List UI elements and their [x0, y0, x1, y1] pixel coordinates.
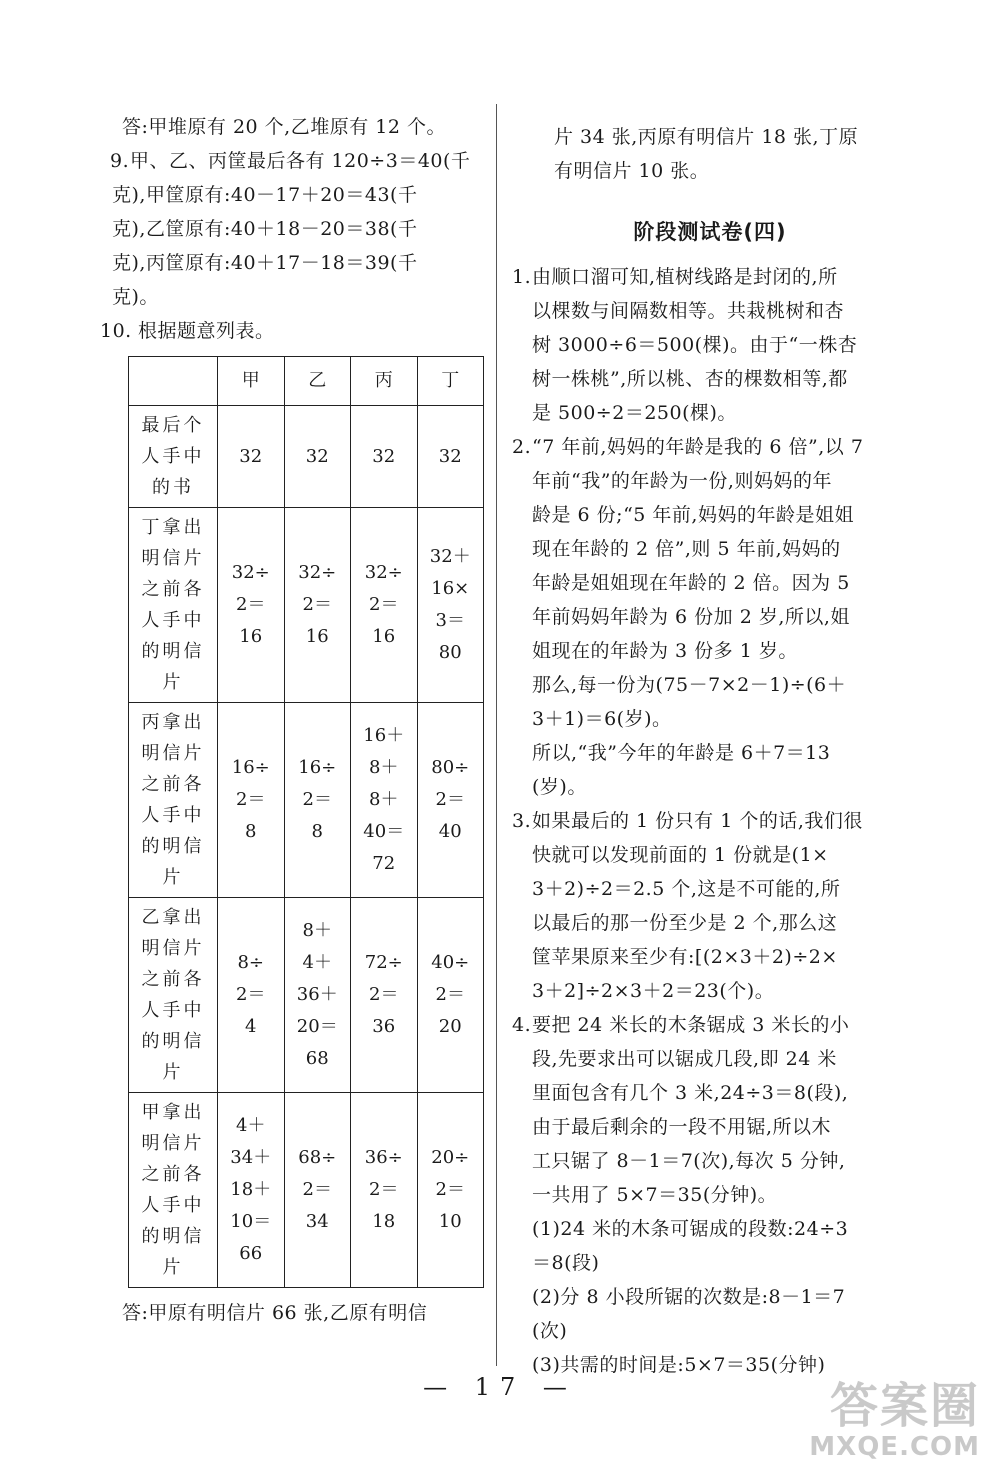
q4-line: 一共用了 5×7＝35(分钟)。: [532, 1184, 778, 1206]
q4-line: 工只锯了 8－1＝7(次),每次 5 分钟,: [532, 1150, 846, 1172]
q2-line: 年前“我”的年龄为一份,则妈妈的年: [532, 470, 832, 492]
q9-number: 9.: [110, 150, 130, 172]
q3-line: 快就可以发现前面的 1 份就是(1×: [532, 844, 829, 866]
question-9: [112, 144, 484, 314]
q4-sub-line: (3)共需的时间是:5×7＝35(分钟): [532, 1354, 826, 1376]
table-row: [129, 508, 484, 703]
watermark-url: MXQE.COM: [809, 1432, 980, 1462]
table-cell: 32: [351, 406, 418, 508]
table-cell: 80÷ 2＝ 40: [417, 703, 484, 898]
table-cell: 16÷ 2＝ 8: [218, 703, 285, 898]
q10-number: 10.: [100, 320, 132, 342]
table-cell: 4＋ 34＋ 18＋ 10＝ 66: [218, 1093, 285, 1288]
q1-line: 树 3000÷6＝500(棵)。由于“一株杏: [532, 334, 858, 356]
table-header-cell: 丁: [417, 357, 484, 406]
table-cell: 32÷ 2＝ 16: [351, 508, 418, 703]
table-cell: 20÷ 2＝ 10: [417, 1093, 484, 1288]
watermark-logo-text: 答案圈: [829, 1378, 980, 1434]
q9-line-1: 9. 甲、乙、丙筐最后各有 120÷3＝40(千: [112, 144, 484, 178]
table-cell: 32＋ 16× 3＝ 80: [417, 508, 484, 703]
table-header-cell: [129, 357, 218, 406]
q10-text: 根据题意列表。: [138, 320, 275, 342]
page-number: — 17 —: [423, 1373, 577, 1401]
table-cell: 32: [417, 406, 484, 508]
q9-line-5: 克)。: [112, 286, 159, 308]
table-row: [129, 898, 484, 1093]
row-label: 丁拿出 明信片 之前各 人手中 的明信 片: [129, 508, 218, 703]
q3-number: 3.: [512, 810, 532, 832]
row-label: 甲拿出 明信片 之前各 人手中 的明信 片: [129, 1093, 218, 1288]
table-cell: 32÷ 2＝ 16: [218, 508, 285, 703]
table-cell: 68÷ 2＝ 34: [284, 1093, 351, 1288]
q1-line: 以棵数与间隔数相等。共栽桃树和杏: [532, 300, 845, 322]
q4-line-1: 4. 要把 24 米长的木条锯成 3 米长的小: [514, 1008, 906, 1042]
table-header-cell: 丙: [351, 357, 418, 406]
table-row: [129, 703, 484, 898]
q2-line: 现在年龄的 2 倍”,则 5 年前,妈妈的: [532, 538, 841, 560]
section-title: 阶段测试卷(四): [633, 220, 787, 244]
table-header-row: [129, 357, 484, 406]
q2-number: 2.: [512, 436, 532, 458]
q2-line: 姐现在的年龄为 3 份多 1 岁。: [532, 640, 798, 662]
q2-so-line: 所以,“我”今年的年龄是 6＋7＝13: [532, 742, 831, 764]
table-header-cell: 甲: [218, 357, 285, 406]
row-label: 丙拿出 明信片 之前各 人手中 的明信 片: [129, 703, 218, 898]
question-3: [514, 804, 906, 1008]
q4-sub-line: (次): [532, 1320, 568, 1342]
q4-sub-line: (2)分 8 小段所锯的次数是:8－1＝7: [532, 1286, 846, 1308]
q2-then-line: 那么,每一份为(75－7×2－1)÷(6＋: [532, 674, 847, 696]
answer-10: 答:甲原有明信片 66 张,乙原有明信: [122, 1302, 428, 1324]
question-10: [100, 314, 484, 348]
q3-line-1: 3. 如果最后的 1 份只有 1 个的话,我们很: [514, 804, 906, 838]
row-label: 乙拿出 明信片 之前各 人手中 的明信 片: [129, 898, 218, 1093]
q9-line-3: 克),乙筐原有:40＋18－20＝38(千: [112, 218, 418, 240]
question-4: [514, 1008, 906, 1382]
table-cell: 72÷ 2＝ 36: [351, 898, 418, 1093]
watermark: [809, 1380, 980, 1462]
q4-number: 4.: [512, 1014, 532, 1036]
table-cell: 32÷ 2＝ 16: [284, 508, 351, 703]
answer-8: 答:甲堆原有 20 个,乙堆原有 12 个。: [122, 116, 446, 138]
table-cell: 16＋ 8＋ 8＋ 40＝ 72: [351, 703, 418, 898]
q2-line: 龄是 6 份;“5 年前,妈妈的年龄是姐姐: [532, 504, 854, 526]
table-cell: 32: [284, 406, 351, 508]
table-row: [129, 1093, 484, 1288]
q3-line: 以最后的那一份至少是 2 个,那么这: [532, 912, 838, 934]
q2-line-1: 2. “7 年前,妈妈的年龄是我的 6 倍”,以 7: [514, 430, 906, 464]
q4-sub-line: (1)24 米的木条可锯成的段数:24÷3: [532, 1218, 849, 1240]
q2-line: 年前妈妈年龄为 6 份加 2 岁,所以,姐: [532, 606, 850, 628]
q3-line: 3＋2)÷2＝2.5 个,这是不可能的,所: [532, 878, 841, 900]
table-cell: 32: [218, 406, 285, 508]
left-column: [100, 110, 484, 1330]
q3-line: 筐苹果原来至少有:[(2×3＋2)÷2×: [532, 946, 838, 968]
table-cell: 8＋ 4＋ 36＋ 20＝ 68: [284, 898, 351, 1093]
q1-number: 1.: [512, 266, 532, 288]
q4-sub-line: ＝8(段): [532, 1252, 600, 1274]
q4-line: 段,先要求出可以锯成几段,即 24 米: [532, 1048, 837, 1070]
row-label: 最后个 人手中 的书: [129, 406, 218, 508]
q1-line: 树一株桃”,所以桃、杏的棵数相等,都: [532, 368, 848, 390]
q4-line: 由于最后剩余的一段不用锯,所以木: [532, 1116, 832, 1138]
table-cell: 36÷ 2＝ 18: [351, 1093, 418, 1288]
q2-line: 年龄是姐姐现在年龄的 2 倍。因为 5: [532, 572, 850, 594]
table-header-cell: 乙: [284, 357, 351, 406]
table-cell: 16÷ 2＝ 8: [284, 703, 351, 898]
q4-line: 里面包含有几个 3 米,24÷3＝8(段),: [532, 1082, 849, 1104]
column-divider: [496, 104, 497, 1366]
q1-line: 是 500÷2＝250(棵)。: [532, 402, 737, 424]
continued-line-1: 片 34 张,丙原有明信片 18 张,丁原: [554, 126, 859, 148]
continued-line-2: 有明信片 10 张。: [554, 160, 710, 182]
question-2: [514, 430, 906, 804]
q9-line-2: 克),甲筐原有:40－17＋20＝43(千: [112, 184, 418, 206]
q1-line-1: 1. 由顺口溜可知,植树线路是封闭的,所: [514, 260, 906, 294]
table-row: [129, 406, 484, 508]
question-1: [514, 260, 906, 430]
table-cell: 40÷ 2＝ 20: [417, 898, 484, 1093]
q9-line-4: 克),丙筐原有:40＋17－18＝39(千: [112, 252, 418, 274]
table-cell: 8÷ 2＝ 4: [218, 898, 285, 1093]
q2-so-line: (岁)。: [532, 776, 587, 798]
q2-then-line: 3＋1)＝6(岁)。: [532, 708, 672, 730]
q3-line: 3＋2]÷2×3＋2＝23(个)。: [532, 980, 775, 1002]
right-column: [514, 120, 906, 1382]
postcard-table: [128, 356, 484, 1288]
